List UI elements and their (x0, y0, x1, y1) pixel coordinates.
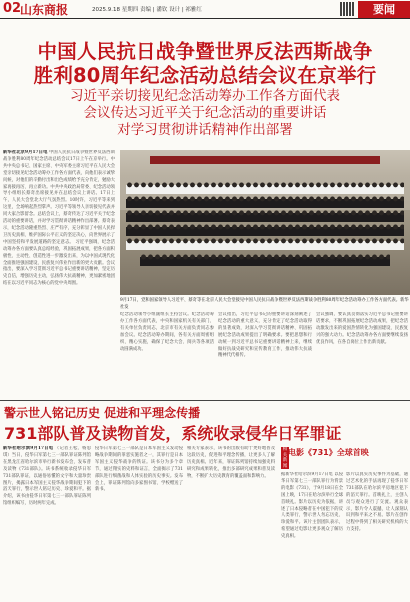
subheadline-line-2: 会议传达习近平关于纪念活动的重要讲话 (83, 105, 327, 121)
news-photo (120, 150, 410, 295)
page-number: 02 (3, 1, 22, 16)
main-article-body-1: 中国人民抗日战争暨世界反法西斯战争胜利80周年纪念活动总结会议17日上午在京举行。中共中央总书记、国家主席、中央军委主席习近平在人民大会堂亲切接见纪念活动筹办工作各方面代表，向他们表示诚挚问候，对他们的辛勤付出和出色成绩给予充分肯定，勉励大家再接再厉、再立新功。中共中央政治局常委、纪念活动领导小组组长蔡奇出席接见并在总结会议上讲话。17日上午，人民大会堂北大厅气氛热烈。10时许，习近平等来到这里，全场响起热烈掌声。习近平等领导人亲切接见代表并同大家合影留念。总结会议上，蔡奇传达了习近平关于纪念活动的重要讲话，并对学习贯彻讲话精神作出部署。蔡奇表示，纪念活动隆重热烈、庄严有序，充分彰显了中国人民捍卫历史真相、维护国际公平正义的坚定决心，向世界展示了中国坚持和平发展道路的坚定意志。 (3, 150, 115, 245)
main-article-column-1 (3, 150, 115, 398)
related-news-label: 相关新闻 (282, 447, 288, 469)
second-article-column-3 (187, 446, 275, 600)
paper-name: 山东商报 (20, 3, 69, 17)
subheadline-line-1: 习近平亲切接见纪念活动筹办工作各方面代表 (70, 88, 340, 104)
related-news-title: 电影《731》全球首映 (288, 448, 369, 457)
main-article-body-2: 纪念活动领导小组副组长主持会议。纪念活动筹办工作各方面代表，中央和国家机关有关部门、有关单位负责同志，北京市有关方面负责同志参加会议。纪念活动筹办期间，各有关方面周密组织、精心实施，确保了纪念大会、阅兵等各项活动圆满成功。 (120, 312, 214, 352)
photo-row-back (126, 180, 404, 194)
main-article-body-4: 会议强调，要认真贯彻落实习近平总书记重要讲话要求，不断巩固拓展纪念活动成果，把纪念活动激发出来的爱国热情转化为强国建设、民族复兴的强大动力。纪念活动筹办各方面要继续发扬优良作风，在各自岗位上作出新贡献。 (316, 312, 408, 345)
second-article-headline: 731部队普及读物首发，系统收录侵华日军罪证 (4, 424, 342, 443)
second-article-body-1: （记者王松、杨思琪）当日，侵华日军第七三一部队罪证陈列馆在黑龙江省哈尔滨市举行新书发布会，发布普及读物《731部队》。该书系统收录侵华日军731部队罪证，以通俗易懂的文字和大量珍贵图片，揭露日本军国主义侵华战争期间犯下的滔天罪行，警示世人铭记历史、珍爱和平。据介绍，该书由侵华日军第七三一部队罪证陈列馆组织编写，历时两年完成。 (3, 446, 91, 507)
photo-row-front-standing (126, 236, 404, 250)
related-news-column-2 (346, 472, 408, 600)
related-news-body-2: 影片以真实历史事件为基础，通过艺术化的手法再现了侵华日军731部队在哈尔滨平房地区犯下的滔天罪行。首映礼上，主创人员与观众进行了交流。观众表示，影片令人震撼，让人深刻认识到和平来之不易。影片在创作过程中得到了相关研究机构的大力支持。 (346, 472, 408, 533)
second-article-lede: 新华社哈尔滨9月17日电 (3, 446, 54, 451)
issue-meta: 2025.9.18 星期四 责编 | 潘钦 设计 | 祁雅红 (92, 7, 202, 13)
related-news-body-1: 据新华社哈尔滨9月17日电 以侵华日军第七三一部队罪行为背景的电影《731》，于9月18日在全国上映，17日在哈尔滨举行全球首映礼。影片以历史为依据，讲述了日本侵略者在中国犯下的反人类罪行，警示世人勿忘历史、珍爱和平。该片主创团队表示，希望通过电影让更多观众了解历史真相。 (281, 472, 343, 540)
main-article-body-1b: 习近平强调，纪念活动筹办各方面要认真总结经验，巩固拓展成果，把各方面积极性、主动性、创造性进一步激发出来，为以中国式现代化全面推进强国建设、民族复兴伟业作出新的更大贡献。会议指出，要深入学习贯彻习近平总书记重要讲话精神，坚定历史自信，增强历史主动，弘扬伟大抗战精神，更加紧密地团结在以习近平同志为核心的党中央周围。 (3, 239, 115, 287)
second-article-body-3: 相关专家表示，该书的出版有助于更好地普及这段历史，促进和平理念传播，让更多人了解历史真相。近年来，罪证陈列馆持续加强史料研究和成果转化，推出多部研究成果和普及读物，不断扩大历史教育的覆盖面和影响力。 (187, 446, 275, 479)
main-article-column-3 (218, 312, 312, 398)
photo-banner (150, 156, 380, 164)
second-article-column-1 (3, 446, 91, 600)
main-article-column-4 (316, 312, 408, 398)
headline-line-1: 中国人民抗日战争暨世界反法西斯战争 (37, 40, 373, 63)
related-news-column-1 (281, 472, 343, 600)
main-article-lede: 新华社北京9月17日电 (3, 150, 48, 155)
photo-row-upper (126, 194, 404, 208)
headline-line-2: 胜利80周年纪念活动总结会议在京举行 (33, 64, 377, 87)
photo-row-seated (140, 252, 390, 266)
main-article-body-3: 会议指出，习近平总书记的重要讲话深刻阐述了纪念活动的重大意义，充分肯定了纪念活动取得的显著成效，对深入学习贯彻讲话精神、巩固拓展纪念活动成果提出了明确要求。要把思想和行动统一到习近平总书记重要讲话精神上来，继续做好抗战史研究和宣传教育工作，推动伟大抗战精神代代相传。 (218, 312, 312, 359)
masthead-bar (0, 0, 410, 19)
section-label: 要闻 (358, 1, 410, 18)
photo-caption: 9月17日，党和国家领导人习近平、蔡奇等在北京人民大会堂接见中国人民抗日战争暨世界反法西斯战争胜利80周年纪念活动筹办工作各方面代表。新华社发 (120, 298, 409, 310)
second-article-body-2: 侵华日军第七三一部队是日本军国主义发动侵略战争期间的罪恶实施者之一，其罪行是日本军国主义侵华战争的铁证。该书分为多个章节，通过翔实的史料和证言，全面揭示了731部队进行细菌战和人体实验的历史事实。发布会上，罪证陈列馆向多家图书馆、学校赠送了新书。 (95, 446, 183, 493)
main-article-column-2 (120, 312, 214, 398)
second-article-kicker: 警示世人铭记历史 促进和平理念传播 (4, 406, 201, 420)
second-article-column-2 (95, 446, 183, 600)
photo-row-middle (126, 208, 404, 222)
section-divider (0, 400, 410, 401)
qr-code-icon (340, 2, 354, 16)
photo-row-lower (126, 222, 404, 236)
subheadline-line-3: 对学习贯彻讲话精神作出部署 (117, 122, 293, 138)
